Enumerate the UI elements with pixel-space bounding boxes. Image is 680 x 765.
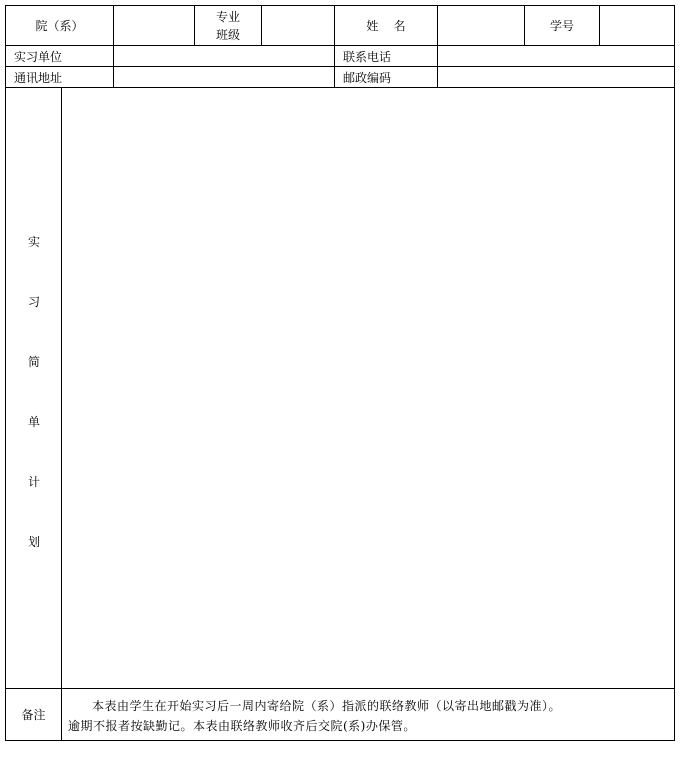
remarks-text-cell (61, 688, 675, 741)
address-label: 通讯地址 (14, 70, 63, 85)
student-id-field[interactable] (600, 6, 674, 45)
major-class-value-cell[interactable] (261, 5, 335, 46)
plan-label-char: 单 (27, 415, 40, 429)
major-label: 专业 (215, 9, 240, 24)
plan-label-char: 简 (27, 355, 40, 369)
plan-label-cell (5, 87, 62, 689)
internship-unit-field[interactable] (114, 46, 334, 66)
internship-unit-value-cell[interactable] (113, 45, 335, 67)
internship-unit-label: 实习单位 (14, 49, 63, 64)
class-label: 班级 (215, 27, 240, 42)
address-label-cell (5, 66, 114, 88)
student-id-label: 学号 (549, 19, 574, 33)
major-class-label-cell (194, 5, 262, 46)
contact-phone-label: 联系电话 (343, 49, 392, 64)
plan-label-char: 习 (27, 295, 40, 309)
major-class-field[interactable] (262, 6, 334, 45)
plan-label-char: 划 (27, 535, 40, 549)
name-label: 姓 名 (366, 19, 406, 33)
student-id-value-cell[interactable] (599, 5, 675, 46)
name-field[interactable] (438, 6, 524, 45)
contact-phone-field[interactable] (438, 46, 674, 66)
address-field[interactable] (114, 67, 334, 87)
remarks-label: 备注 (21, 708, 46, 722)
postcode-label: 邮政编码 (343, 70, 392, 85)
dept-value-cell[interactable] (113, 5, 195, 46)
contact-phone-value-cell[interactable] (437, 45, 675, 67)
contact-phone-label-cell (334, 45, 438, 67)
remarks-label-cell (5, 688, 62, 741)
internship-unit-label-cell (5, 45, 114, 67)
name-label-cell (334, 5, 438, 46)
dept-field[interactable] (114, 6, 194, 45)
remarks-line-1: 本表由学生在开始实习后一周内寄给院（系）指派的联络教师（以寄出地邮戳为准）。 (92, 699, 562, 713)
student-id-label-cell (524, 5, 600, 46)
plan-content-area[interactable] (61, 87, 675, 689)
name-value-cell[interactable] (437, 5, 525, 46)
remarks-line-2: 逾期不报者按缺勤记。本表由联络教师收齐后交院(系)办保管。 (68, 719, 416, 733)
postcode-value-cell[interactable] (437, 66, 675, 88)
plan-label-char: 计 (27, 475, 40, 489)
plan-label-char: 实 (27, 235, 40, 249)
postcode-field[interactable] (438, 67, 674, 87)
dept-label: 院（系） (35, 19, 84, 33)
address-value-cell[interactable] (113, 66, 335, 88)
postcode-label-cell (334, 66, 438, 88)
internship-plan-form (5, 5, 675, 741)
dept-label-cell (5, 5, 114, 46)
